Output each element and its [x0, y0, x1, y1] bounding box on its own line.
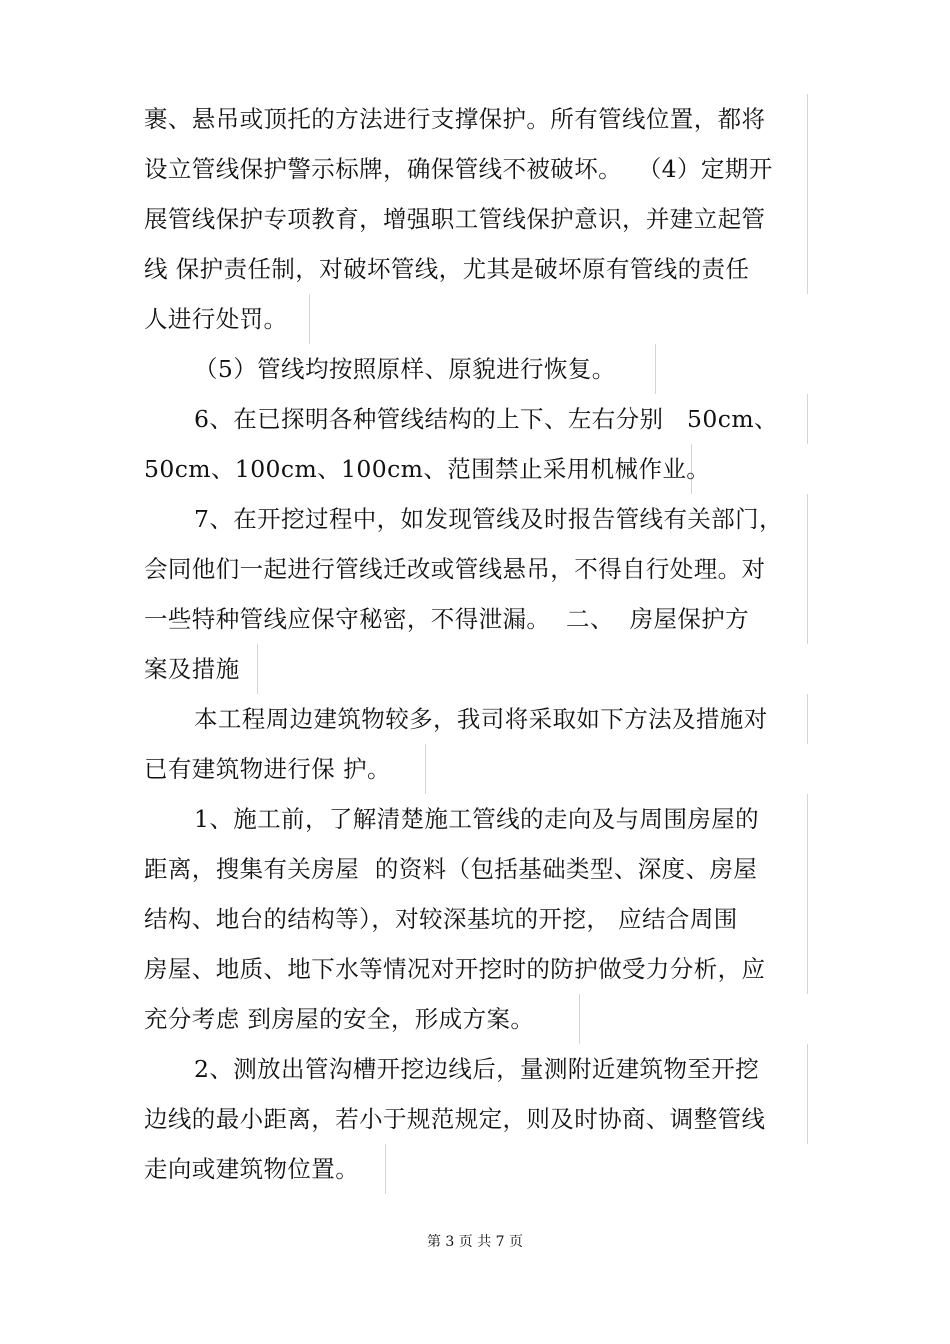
text-line: 2、测放出管沟槽开挖边线后，量测附近建筑物至开挖: [194, 1044, 808, 1094]
text-line: 人进行处罚。: [144, 294, 310, 344]
text-line: 裹、悬吊或顶托的方法进行支撑保护。所有管线位置，都将: [144, 94, 808, 144]
text-line: 已有建筑物进行保 护。: [144, 744, 426, 794]
text-line: 设立管线保护警示标牌，确保管线不被破坏。 （4）定期开: [144, 144, 808, 194]
text-line: 一些特种管线应保守秘密，不得泄漏。 二、 房屋保护方: [144, 594, 808, 644]
text-line: 7、在开挖过程中，如发现管线及时报告管线有关部门，: [194, 494, 808, 544]
text-line: 充分考虑 到房屋的安全，形成方案。: [144, 994, 580, 1044]
text-line: 边线的最小距离，若小于规范规定，则及时协商、调整管线: [144, 1094, 808, 1144]
text-line: 结构、地台的结构等），对较深基坑的开挖， 应结合周围: [144, 894, 808, 944]
text-line: 距离，搜集有关房屋 的资料（包括基础类型、深度、房屋: [144, 844, 808, 894]
text-line: 50cm、100cm、100cm、范围禁止采用机械作业。: [144, 444, 692, 494]
page-number: 第 3 页 共 7 页: [426, 1234, 524, 1250]
text-line: （5）管线均按照原样、原貌进行恢复。: [194, 344, 656, 394]
text-line: 本工程周边建筑物较多，我司将采取如下方法及措施对: [194, 694, 808, 744]
text-line: 会同他们一起进行管线迁改或管线悬吊，不得自行处理。对: [144, 544, 808, 594]
text-line: 房屋、地质、地下水等情况对开挖时的防护做受力分析，应: [144, 944, 808, 994]
text-line: 1、施工前，了解清楚施工管线的走向及与周围房屋的: [194, 794, 808, 844]
text-line: 展管线保护专项教育，增强职工管线保护意识，并建立起管: [144, 194, 808, 244]
text-line: 6、在已探明各种管线结构的上下、左右分别 50cm、: [194, 394, 808, 444]
text-line: 案及措施: [144, 644, 258, 694]
text-line: 线 保护责任制，对破坏管线，尤其是破坏原有管线的责任: [144, 244, 808, 294]
text-line: 走向或建筑物位置。: [144, 1144, 386, 1194]
